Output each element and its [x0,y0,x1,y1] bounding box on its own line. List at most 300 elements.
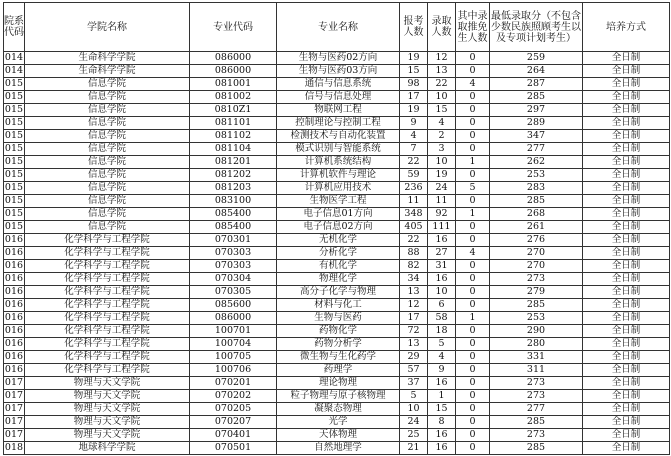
cell-applicants: 22 [400,234,428,247]
cell-dept-code: 016 [4,325,24,336]
cell-admitted: 18 [428,325,456,338]
cell-min-score: 289 [490,117,583,130]
header-exempt: 其中录取推免生人数 [456,3,490,52]
header-row [4,3,670,52]
cell-mode: 全日制 [583,416,670,429]
header-college: 学院名称 [25,3,190,52]
cell-exempt: 0 [456,286,490,299]
cell-applicants: 12 [400,299,428,312]
cell-major-code: 085400 [190,221,277,234]
cell-exempt: 0 [456,65,490,78]
cell-mode: 全日制 [583,117,670,130]
cell-exempt: 0 [456,390,490,403]
cell-college: 信息学院 [25,117,190,130]
cell-admitted: 13 [428,65,456,78]
cell-major: 模式识别与智能系统 [277,143,400,156]
cell-min-score: 262 [490,156,583,169]
cell-dept-code: 016 [4,286,24,297]
cell-major-code: 070301 [190,234,277,247]
cell-min-score: 277 [490,403,583,416]
cell-major: 电子信息02方向 [277,221,400,234]
cell-major: 控制理论与控制工程 [277,117,400,130]
cell-applicants: 22 [400,156,428,169]
cell-exempt: 0 [456,234,490,247]
cell-major: 凝聚态物理 [277,403,400,416]
table-row [4,351,670,364]
cell-mode: 全日制 [583,221,670,234]
cell-min-score: 285 [490,299,583,312]
cell-major-code: 081001 [190,78,277,91]
cell-dept-code: 016 [4,364,24,375]
cell-min-score: 273 [490,429,583,442]
cell-exempt: 0 [456,169,490,182]
cell-applicants: 37 [400,377,428,390]
cell-applicants: 19 [400,52,428,65]
cell-major-code: 070201 [190,377,277,390]
header-major: 专业名称 [277,3,400,52]
cell-exempt: 0 [456,403,490,416]
header-admitted: 录取人数 [428,3,456,52]
cell-dept-code: 016 [4,247,24,258]
cell-exempt: 0 [456,442,490,455]
table-row [4,377,670,390]
table-row [4,234,670,247]
cell-min-score: 297 [490,104,583,117]
cell-exempt: 5 [456,182,490,195]
cell-admitted: 111 [428,221,456,234]
cell-applicants: 15 [400,65,428,78]
cell-admitted: 4 [428,351,456,364]
cell-admitted: 16 [428,234,456,247]
cell-min-score: 268 [490,208,583,221]
cell-major-code: 081002 [190,91,277,104]
cell-major-code: 086000 [190,65,277,78]
cell-dept-code: 016 [4,299,24,310]
cell-mode: 全日制 [583,338,670,351]
table-row [4,78,670,91]
cell-dept-code: 017 [4,429,24,440]
cell-applicants: 98 [400,78,428,91]
cell-admitted: 24 [428,182,456,195]
cell-mode: 全日制 [583,364,670,377]
header-mode: 培养方式 [583,3,670,52]
cell-college: 化学科学与工程学院 [25,234,190,247]
cell-major: 生物与医药03方向 [277,65,400,78]
cell-dept-code: 016 [4,260,24,271]
cell-admitted: 15 [428,403,456,416]
cell-major-code: 086000 [190,312,277,325]
cell-admitted: 22 [428,78,456,91]
table-row [4,221,670,234]
header-dept-code: 院系代码 [4,3,25,52]
table-row [4,260,670,273]
cell-mode: 全日制 [583,403,670,416]
cell-exempt: 0 [456,299,490,312]
cell-min-score: 283 [490,182,583,195]
cell-major-code: 081104 [190,143,277,156]
cell-min-score: 285 [490,91,583,104]
table-row [4,286,670,299]
cell-admitted: 16 [428,442,456,455]
cell-dept-code: 017 [4,377,24,388]
cell-major: 物理化学 [277,273,400,286]
cell-dept-code: 017 [4,390,24,401]
cell-college: 物理与天文学院 [25,416,190,429]
cell-dept-code: 016 [4,273,24,284]
table-row [4,416,670,429]
table-row [4,182,670,195]
table-row [4,429,670,442]
cell-mode: 全日制 [583,65,670,78]
cell-applicants: 19 [400,104,428,117]
table-body [4,52,670,455]
cell-applicants: 24 [400,416,428,429]
header-min-score: 最低录取分（不包含少数民族照顾考生以及专项计划考生） [490,3,583,52]
cell-applicants: 348 [400,208,428,221]
cell-mode: 全日制 [583,442,670,455]
cell-major: 计算机应用技术 [277,182,400,195]
cell-exempt: 0 [456,273,490,286]
cell-college: 化学科学与工程学院 [25,312,190,325]
cell-major: 生物医学工程 [277,195,400,208]
cell-applicants: 13 [400,286,428,299]
cell-mode: 全日制 [583,299,670,312]
cell-major-code: 081201 [190,156,277,169]
cell-major: 材料与化工 [277,299,400,312]
cell-major: 无机化学 [277,234,400,247]
cell-major: 通信与信息系统 [277,78,400,91]
cell-exempt: 0 [456,104,490,117]
cell-major-code: 085600 [190,299,277,312]
cell-college: 信息学院 [25,78,190,91]
cell-admitted: 6 [428,299,456,312]
cell-mode: 全日制 [583,169,670,182]
table-row [4,364,670,377]
cell-mode: 全日制 [583,351,670,364]
cell-applicants: 25 [400,429,428,442]
cell-dept-code: 015 [4,169,24,180]
cell-mode: 全日制 [583,312,670,325]
cell-admitted: 16 [428,377,456,390]
cell-exempt: 0 [456,130,490,143]
cell-college: 生命科学学院 [25,65,190,78]
table-row [4,104,670,117]
cell-dept-code: 015 [4,221,24,232]
cell-mode: 全日制 [583,195,670,208]
cell-college: 地球科学学院 [25,442,190,455]
cell-exempt: 0 [456,260,490,273]
cell-min-score: 347 [490,130,583,143]
cell-min-score: 280 [490,338,583,351]
table-row [4,325,670,338]
cell-exempt: 0 [456,143,490,156]
cell-college: 信息学院 [25,169,190,182]
cell-admitted: 27 [428,247,456,260]
cell-exempt: 4 [456,78,490,91]
cell-applicants: 82 [400,260,428,273]
cell-admitted: 92 [428,208,456,221]
cell-applicants: 72 [400,325,428,338]
cell-applicants: 236 [400,182,428,195]
cell-admitted: 11 [428,195,456,208]
cell-min-score: 287 [490,78,583,91]
cell-major-code: 070401 [190,429,277,442]
cell-major: 检测技术与自动化装置 [277,130,400,143]
cell-applicants: 21 [400,442,428,455]
cell-applicants: 88 [400,247,428,260]
cell-mode: 全日制 [583,325,670,338]
cell-college: 化学科学与工程学院 [25,273,190,286]
table-row [4,208,670,221]
cell-dept-code: 015 [4,130,24,141]
cell-admitted: 16 [428,273,456,286]
cell-dept-code: 016 [4,351,24,362]
cell-major: 信号与信息处理 [277,91,400,104]
cell-major-code: 081102 [190,130,277,143]
cell-min-score: 253 [490,169,583,182]
cell-applicants: 59 [400,169,428,182]
cell-applicants: 11 [400,195,428,208]
cell-college: 化学科学与工程学院 [25,325,190,338]
cell-major-code: 070501 [190,442,277,455]
cell-exempt: 0 [456,117,490,130]
cell-dept-code: 017 [4,403,24,414]
table-row [4,390,670,403]
cell-college: 信息学院 [25,104,190,117]
cell-mode: 全日制 [583,143,670,156]
table-row [4,312,670,325]
cell-applicants: 34 [400,273,428,286]
cell-major: 分析化学 [277,247,400,260]
cell-major-code: 070303 [190,247,277,260]
cell-major-code: 100701 [190,325,277,338]
cell-exempt: 0 [456,338,490,351]
cell-applicants: 29 [400,351,428,364]
table-row [4,143,670,156]
cell-admitted: 19 [428,169,456,182]
cell-admitted: 16 [428,429,456,442]
cell-min-score: 273 [490,273,583,286]
cell-dept-code: 015 [4,78,24,89]
cell-dept-code: 016 [4,338,24,349]
cell-college: 化学科学与工程学院 [25,247,190,260]
cell-admitted: 10 [428,156,456,169]
cell-mode: 全日制 [583,91,670,104]
cell-min-score: 331 [490,351,583,364]
cell-mode: 全日制 [583,247,670,260]
table-row [4,52,670,65]
cell-major-code: 070304 [190,273,277,286]
table-row [4,442,670,455]
cell-major: 生物与医药02方向 [277,52,400,65]
cell-admitted: 9 [428,364,456,377]
cell-dept-code: 015 [4,208,24,219]
cell-exempt: 1 [456,208,490,221]
cell-college: 物理与天文学院 [25,403,190,416]
cell-dept-code: 015 [4,182,24,193]
cell-exempt: 0 [456,195,490,208]
cell-admitted: 58 [428,312,456,325]
cell-applicants: 9 [400,117,428,130]
cell-min-score: 290 [490,325,583,338]
cell-exempt: 0 [456,351,490,364]
cell-applicants: 7 [400,143,428,156]
header-applicants: 报考人数 [400,3,428,52]
cell-major: 生物与医药 [277,312,400,325]
cell-applicants: 5 [400,390,428,403]
cell-major-code: 081203 [190,182,277,195]
cell-major-code: 070205 [190,403,277,416]
cell-major-code: 100704 [190,338,277,351]
cell-exempt: 4 [456,247,490,260]
cell-min-score: 259 [490,52,583,65]
cell-major-code: 070303 [190,260,277,273]
cell-dept-code: 014 [4,52,24,63]
cell-major: 微生物与生化药学 [277,351,400,364]
cell-major: 计算机系统结构 [277,156,400,169]
cell-dept-code: 018 [4,442,24,453]
cell-exempt: 1 [456,156,490,169]
cell-major-code: 070207 [190,416,277,429]
cell-admitted: 10 [428,91,456,104]
cell-major-code: 081101 [190,117,277,130]
cell-dept-code: 015 [4,104,24,115]
cell-min-score: 279 [490,286,583,299]
cell-college: 化学科学与工程学院 [25,338,190,351]
cell-mode: 全日制 [583,208,670,221]
cell-major: 理论物理 [277,377,400,390]
cell-major: 自然地理学 [277,442,400,455]
cell-mode: 全日制 [583,429,670,442]
cell-major: 药理学 [277,364,400,377]
cell-admitted: 5 [428,338,456,351]
cell-major: 计算机软件与理论 [277,169,400,182]
cell-applicants: 17 [400,91,428,104]
table-row [4,247,670,260]
cell-major-code: 086000 [190,52,277,65]
cell-college: 信息学院 [25,143,190,156]
cell-applicants: 13 [400,338,428,351]
cell-dept-code: 015 [4,195,24,206]
cell-exempt: 1 [456,312,490,325]
cell-college: 物理与天文学院 [25,390,190,403]
cell-college: 信息学院 [25,195,190,208]
cell-college: 信息学院 [25,91,190,104]
cell-college: 信息学院 [25,130,190,143]
cell-dept-code: 015 [4,143,24,154]
cell-min-score: 276 [490,234,583,247]
table-row [4,156,670,169]
cell-applicants: 405 [400,221,428,234]
cell-major: 药物化学 [277,325,400,338]
cell-min-score: 270 [490,247,583,260]
cell-mode: 全日制 [583,182,670,195]
cell-college: 化学科学与工程学院 [25,260,190,273]
cell-applicants: 10 [400,403,428,416]
cell-dept-code: 017 [4,416,24,427]
cell-major-code: 085400 [190,208,277,221]
cell-college: 信息学院 [25,208,190,221]
cell-exempt: 0 [456,221,490,234]
cell-mode: 全日制 [583,273,670,286]
cell-college: 物理与天文学院 [25,429,190,442]
cell-min-score: 264 [490,65,583,78]
cell-major: 有机化学 [277,260,400,273]
cell-admitted: 1 [428,390,456,403]
cell-college: 化学科学与工程学院 [25,286,190,299]
cell-dept-code: 016 [4,234,24,245]
cell-major: 高分子化学与物理 [277,286,400,299]
cell-admitted: 15 [428,104,456,117]
cell-college: 物理与天文学院 [25,377,190,390]
cell-min-score: 285 [490,195,583,208]
cell-mode: 全日制 [583,260,670,273]
cell-major: 粒子物理与原子核物理 [277,390,400,403]
cell-mode: 全日制 [583,286,670,299]
cell-dept-code: 015 [4,156,24,167]
cell-exempt: 0 [456,52,490,65]
cell-min-score: 285 [490,442,583,455]
cell-min-score: 277 [490,143,583,156]
table-row [4,299,670,312]
cell-admitted: 31 [428,260,456,273]
cell-admitted: 3 [428,143,456,156]
cell-major: 药物分析学 [277,338,400,351]
cell-college: 生命科学学院 [25,52,190,65]
admission-table [3,2,670,455]
cell-applicants: 4 [400,130,428,143]
table-row [4,338,670,351]
table-row [4,130,670,143]
cell-major-code: 070202 [190,390,277,403]
cell-major-code: 100705 [190,351,277,364]
cell-min-score: 261 [490,221,583,234]
cell-min-score: 270 [490,260,583,273]
cell-college: 化学科学与工程学院 [25,299,190,312]
table-row [4,117,670,130]
table-row [4,273,670,286]
cell-major-code: 070305 [190,286,277,299]
table-row [4,91,670,104]
cell-applicants: 57 [400,364,428,377]
cell-exempt: 0 [456,325,490,338]
table-row [4,403,670,416]
cell-major-code: 0810Z1 [190,104,277,117]
cell-applicants: 17 [400,312,428,325]
cell-admitted: 12 [428,52,456,65]
table-row [4,169,670,182]
cell-major: 物联网工程 [277,104,400,117]
cell-mode: 全日制 [583,156,670,169]
cell-admitted: 4 [428,117,456,130]
cell-major: 电子信息01方向 [277,208,400,221]
cell-mode: 全日制 [583,52,670,65]
cell-dept-code: 014 [4,65,24,76]
cell-exempt: 0 [456,429,490,442]
cell-college: 信息学院 [25,156,190,169]
cell-min-score: 273 [490,377,583,390]
cell-exempt: 0 [456,91,490,104]
cell-mode: 全日制 [583,130,670,143]
table-row [4,65,670,78]
cell-exempt: 0 [456,416,490,429]
cell-mode: 全日制 [583,234,670,247]
cell-major-code: 083100 [190,195,277,208]
table-row [4,195,670,208]
cell-min-score: 253 [490,312,583,325]
cell-mode: 全日制 [583,104,670,117]
cell-dept-code: 015 [4,117,24,128]
